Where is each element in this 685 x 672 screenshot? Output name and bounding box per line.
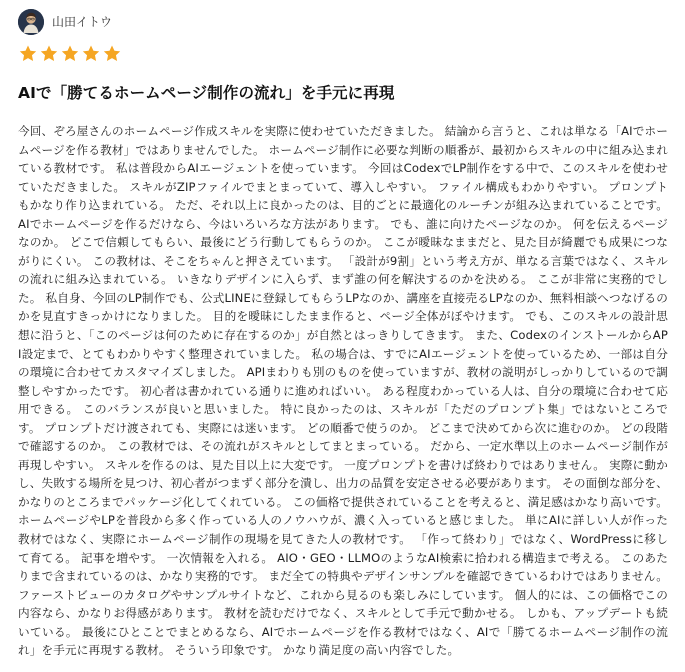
star-icon (81, 44, 101, 64)
star-icon (102, 44, 122, 64)
star-rating (18, 44, 667, 64)
avatar[interactable] (18, 9, 44, 35)
star-icon (39, 44, 59, 64)
review-title: AIで「勝てるホームページ制作の流れ」を手元に再現 (18, 84, 395, 102)
star-icon (60, 44, 80, 64)
review-body: 今回、ぞろ屋さんのホームページ作成スキルを実際に使わせていただきました。 結論から言うと、これは単なる「AIでホームページを作る教材」ではありませんでした。 ホームページ制作に必要な判断の順番が、最初からスキルの中に組み込まれている教材です。 私は普段からAIエージェントを使っています。 今回はCodexでLP制作をする中で、このスキルを使わせていただきました。 スキルがZIPファイルでまとまっていて、導入しやすい。 ファイル構成もわかりやすい。 プロンプトもかなり作り込まれている。 ただ、それ以上に良かったのは、目的ごとに最適化のルーチンが組み込まれていることです。 AIでホームページを作るだけなら、今はいろいろな方法があります。 でも、誰に向けたページなのか。 何を伝えるページなのか。 どこで信頼してもらい、最後にどう行動してもらうのか。 ここが曖昧なままだと、見た目が綺麗でも成果につながりにくい。 この教材は、そこをちゃんと押さえています。 「設計が9割」という考え方が、単なる言葉ではなく、スキルの流れに組み込まれている。 いきなりデザインに入らず、まず誰の何を解決するのかを決める。 ここが非常に実務的でした。 私自身、今回のLP制作でも、公式LINEに登録してもらうLPなのか、講座を直接売るLPなのか、無料相談へつなげるのかを見直すきっかけになりました。 目的を曖昧にしたまま作ると、ページ全体がぼやけます。 でも、このスキルの設計思想に沿うと、「このページは何のために存在するのか」が自然とはっきりしてきます。 また、CodexのインストールからAPI設定まで、とてもわかりやすく整理されていました。 私の場合は、すでにAIエージェントを使っているため、一部は自分の環境に合わせてカスタマイズしました。 APIまわりも別のものを使っていますが、教材の説明がしっかりしているので調整しやすかったです。 初心者は書かれている通りに進めればいい。 ある程度わかっている人は、自分の環境に合わせて応用できる。 このバランスが良いと思いました。 特に良かったのは、スキルが「ただのプロンプト集」ではないところです。 プロンプトだけ渡されても、実際には迷います。 どの順番で使うのか。 どこまで決めてから次に進むのか。 どの段階で確認するのか。 この教材では、その流れがスキルとしてまとまっている。 だから、一定水準以上のホームページ制作が再現しやすい。 スキルを作るのは、見た目以上に大変です。 一度プロンプトを書けば終わりではありません。 実際に動かし、失敗する場所を見つけ、初心者がつまずく部分を潰し、出力の品質を安定させる必要があります。 その面倒な部分を、かなりのところまでパッケージ化してくれている。 この価格で提供されていることを考えると、満足感はかなり高いです。 ホームページやLPを普段から多く作っている人のノウハウが、濃く入っていると感じました。 単にAIに詳しい人が作った教材ではなく、実際にホームページ制作の現場を見てきた人の教材です。 「作って終わり」ではなく、WordPressに移して育てる。 記事を増やす。 一次情報を入れる。 AIO・GEO・LLMOのようなAI検索に拾われる構造まで考える。 このあたりまで含まれているのは、かなり実務的です。 まだ全ての特典やデザインサンプルを確認できているわけではありません。 ファーストビューのカタログやサンプルサイトなど、これから見るのも楽しみにしています。 個人的には、この価格でこの内容なら、かなりお得感があります。 教材を読むだけでなく、スキルとして手元で動かせる。 しかも、アップデートも続いている。 最後にひとことでまとめるなら、AIでホームページを作る教材ではなく、AIで「勝てるホームページ制作の流れ」を手元に再現する教材。 そういう印象です。 かなり満足度の高い内容でした。 (18, 124, 668, 658)
reviewer-name[interactable]: 山田イトウ (52, 15, 113, 29)
star-icon (18, 44, 38, 64)
reviewer-header (18, 8, 667, 36)
user-avatar-icon (18, 9, 44, 35)
